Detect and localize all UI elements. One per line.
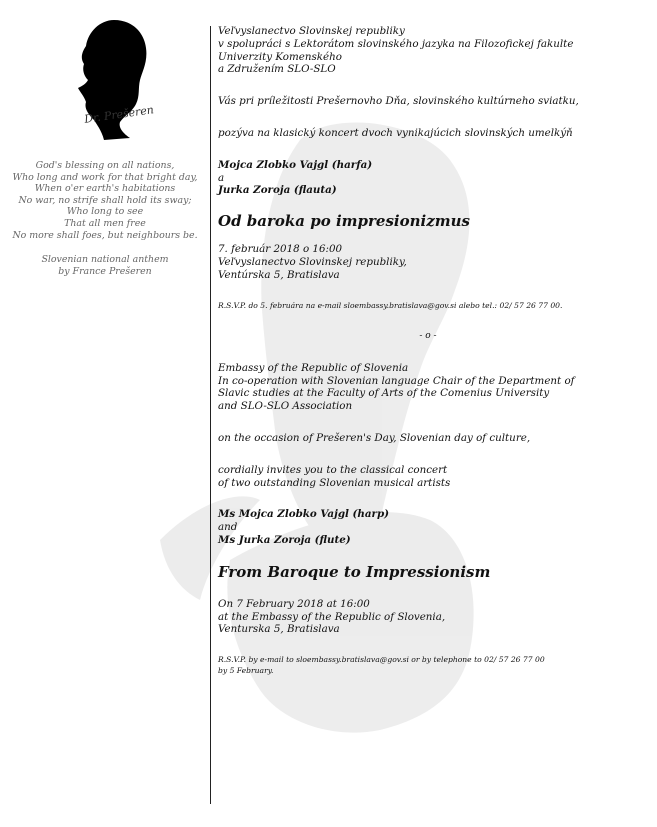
left-column xyxy=(0,0,210,827)
host-line: Univerzity Komenského xyxy=(218,50,342,63)
artist-flute: Jurka Zoroja (flauta) xyxy=(218,184,337,197)
host-line: Slavic studies at the Faculty of Arts of the Comenius University xyxy=(218,387,550,400)
preseren-silhouette-icon xyxy=(74,18,155,148)
venue-line: at the Embassy of the Republic of Slovenia, xyxy=(218,610,446,623)
conjunction: a xyxy=(218,171,225,184)
venue-line: Veľvyslanectvo Slovinskej republiky, xyxy=(218,255,407,268)
artist-harp: Mojca Zlobko Vajgl (harfa) xyxy=(218,158,373,171)
rsvp-en: by 5 February. xyxy=(218,665,274,675)
poem-attribution: Slovenian national anthem xyxy=(41,254,169,266)
venue-line: Ventúrska 5, Bratislava xyxy=(218,268,340,281)
invite-text: cordially invites you to the classical concert xyxy=(218,463,448,476)
invitation-text xyxy=(218,25,648,676)
poem-line: No more shall foes, but neighbours be. xyxy=(12,229,198,241)
host-line: a Združením SLO-SLO xyxy=(218,63,336,76)
rsvp-sk: R.S.V.P. do 5. februára na e-mail sloembassy.bratislava@gov.si alebo tel.: 02/ 57 26 77 00. xyxy=(218,300,563,310)
conjunction: and xyxy=(218,521,238,534)
concert-title-en: From Baroque to Impressionism xyxy=(218,562,491,581)
concert-title-sk: Od baroka po impresionizmus xyxy=(218,212,470,231)
artist-flute: Ms Jurka Zoroja (flute) xyxy=(218,534,351,547)
poem-line: No war, no strife shall hold its sway; xyxy=(18,194,192,206)
poem-line: God's blessing on all nations, xyxy=(35,160,175,171)
host-line: In co-operation with Slovenian language Chair of the Department of xyxy=(218,374,575,387)
signature: Dr. Prešeren xyxy=(83,103,155,126)
rsvp-en: R.S.V.P. by e-mail to sloembassy.bratislava@gov.si or by telephone to 02/ 57 26 77 00 xyxy=(218,655,545,665)
artist-harp: Ms Mojca Zlobko Vajgl (harp) xyxy=(218,508,390,521)
poem-line: That all men free xyxy=(64,217,146,229)
host-line: Embassy of the Republic of Slovenia xyxy=(218,361,409,374)
poem-line: Who long to see xyxy=(66,206,144,218)
host-line: Veľvyslanectvo Slovinskej republiky xyxy=(218,25,405,37)
poem-line: Who long and work for that bright day, xyxy=(12,171,198,183)
occasion-text: on the occasion of Prešeren's Day, Slovenian day of culture, xyxy=(218,432,531,445)
occasion-text: Vás pri príležitosti Prešernovho Dňa, slovinského kultúrneho sviatku, xyxy=(218,95,579,108)
section-separator: - o - xyxy=(419,331,437,342)
event-date: On 7 February 2018 at 16:00 xyxy=(218,597,370,610)
poem-attribution: by France Prešeren xyxy=(58,265,152,277)
vertical-divider xyxy=(210,26,211,804)
invite-text: of two outstanding Slovenian musical artists xyxy=(218,476,451,489)
poem-line: When o'er earth's habitations xyxy=(34,183,176,195)
anthem-verse xyxy=(0,160,210,277)
host-line: and SLO-SLO Association xyxy=(218,400,353,413)
invite-text: pozýva na klasický koncert dvoch vynikajúcich slovinských umelkýň xyxy=(218,126,573,139)
host-line: v spolupráci s Lektorátom slovinského jazyka na Filozofickej fakulte xyxy=(218,37,574,50)
venue-line: Venturska 5, Bratislava xyxy=(218,623,340,636)
event-date: 7. február 2018 o 16:00 xyxy=(218,243,343,256)
